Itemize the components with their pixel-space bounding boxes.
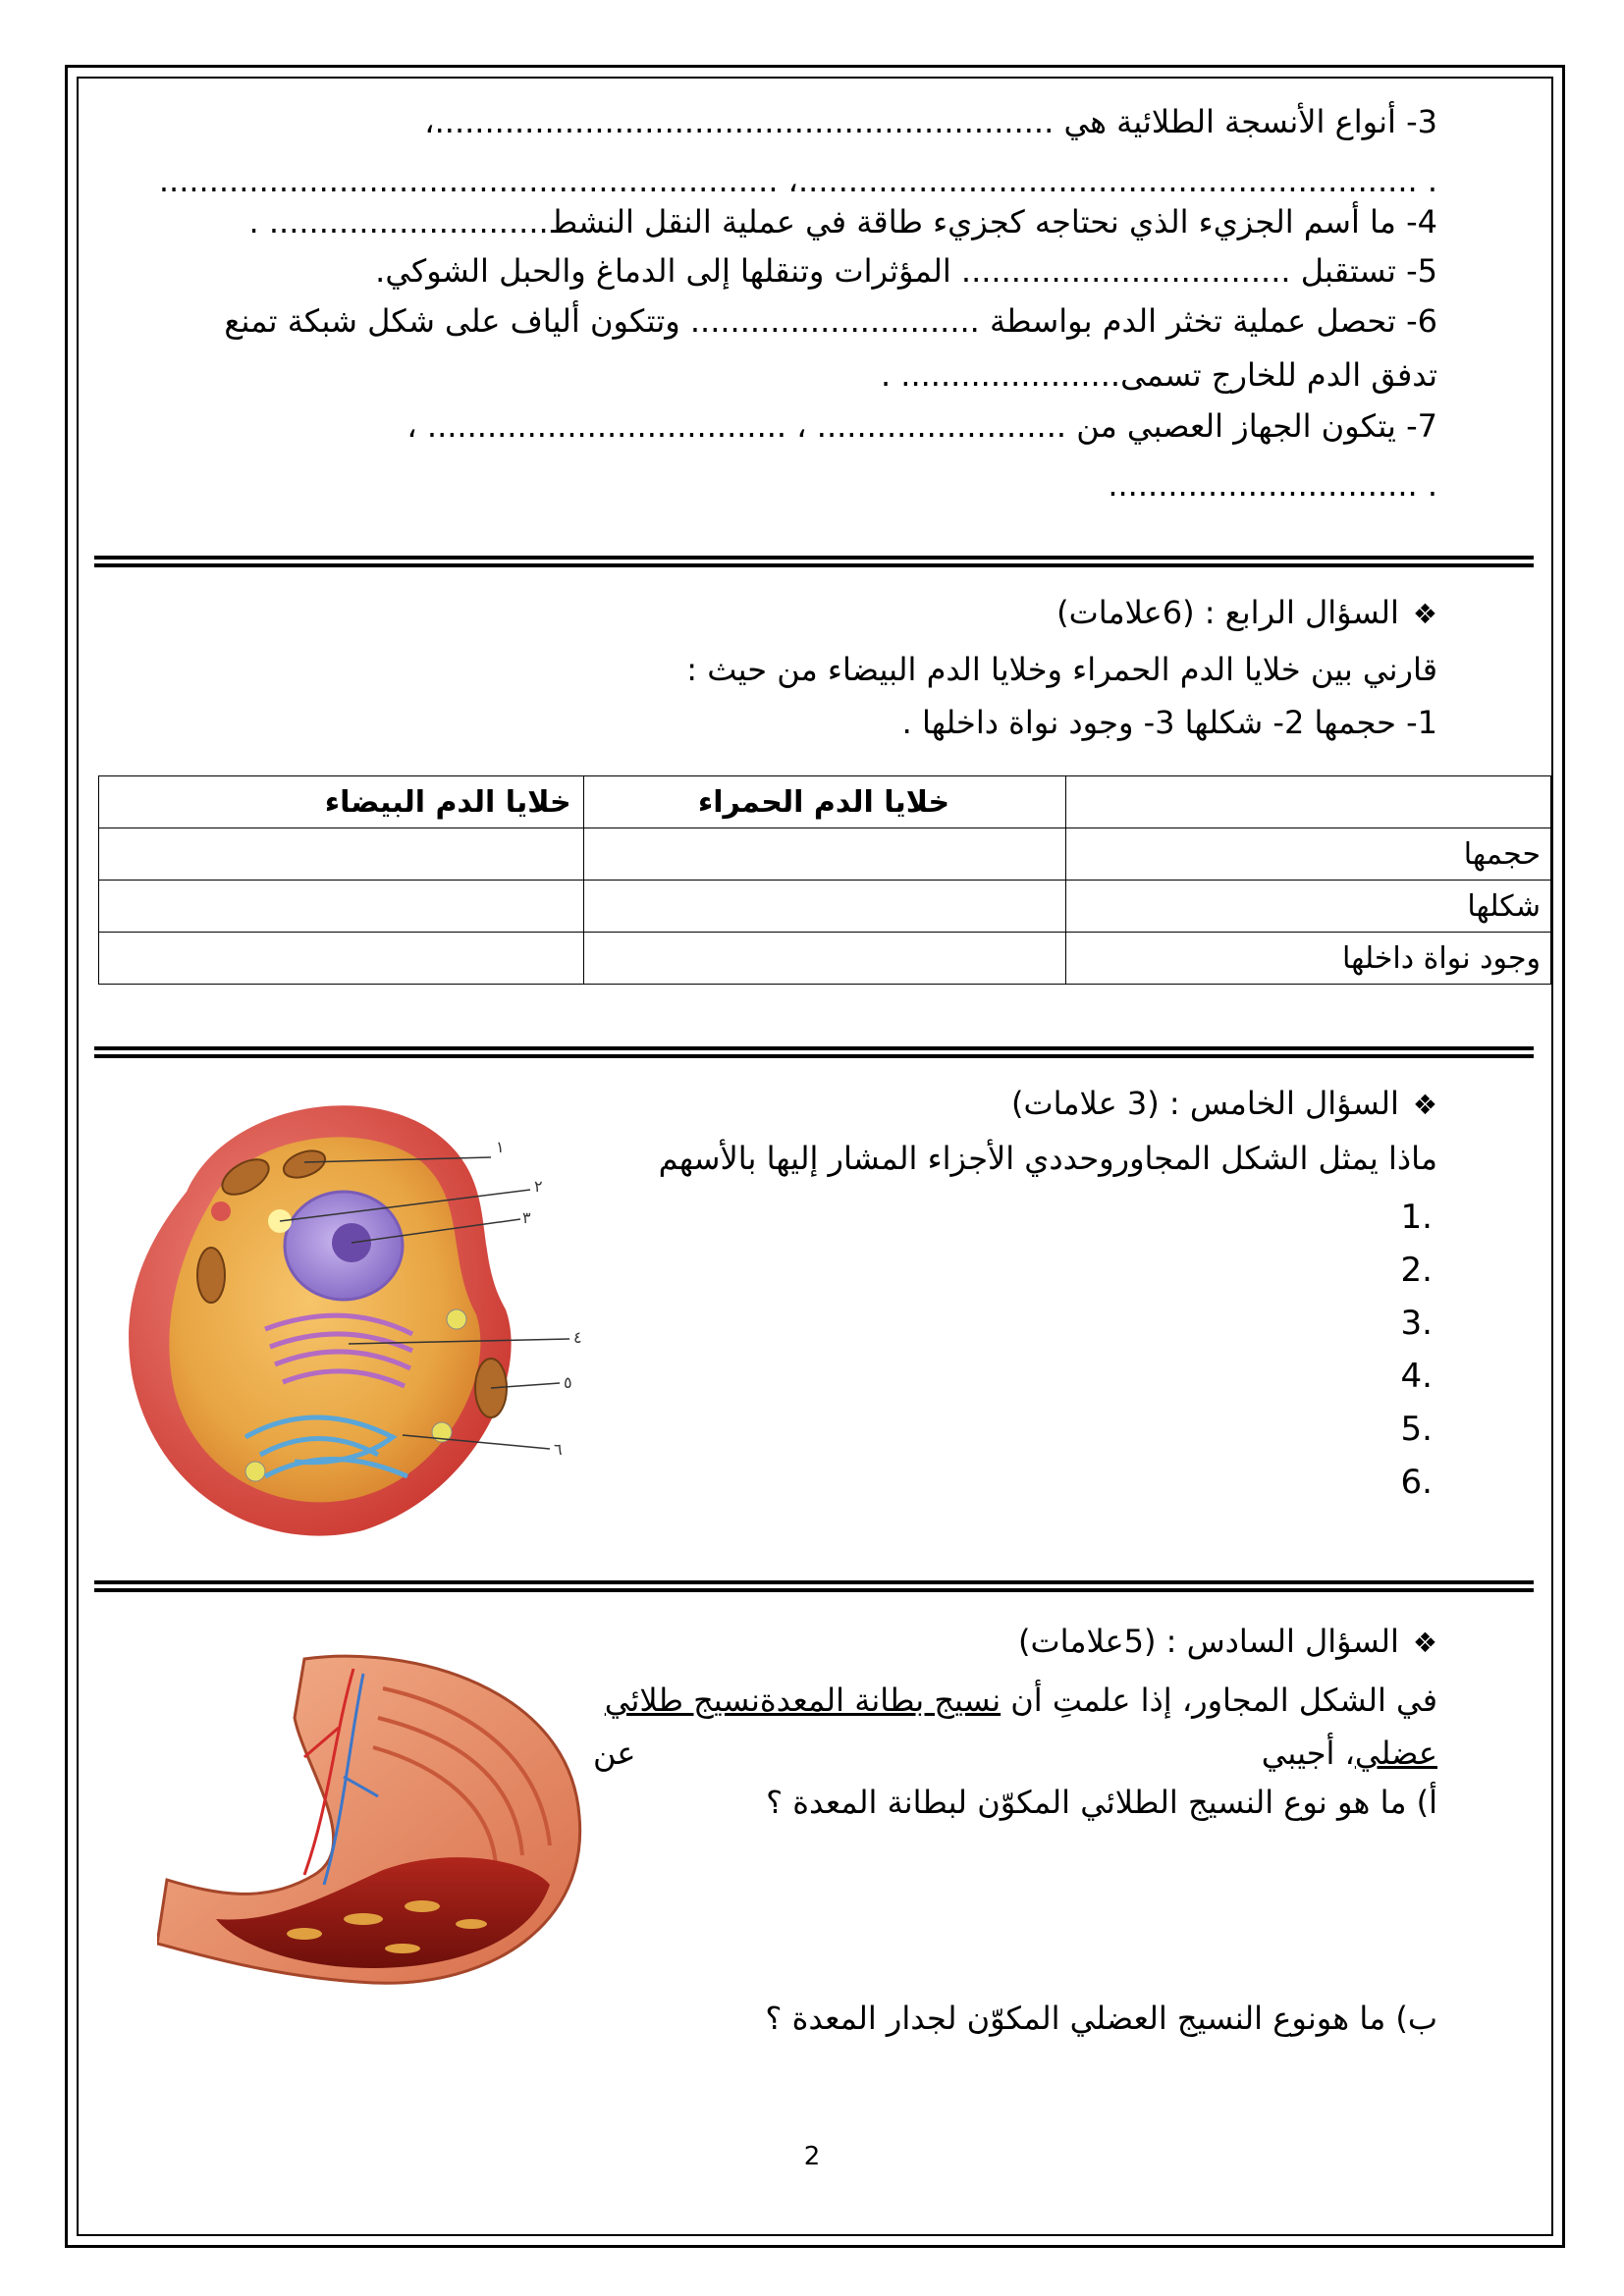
label-5: ٥ — [564, 1373, 572, 1392]
label-1: ١ — [496, 1138, 505, 1156]
q6-stem-text: في الشكل المجاور، إذا علمتِ أن — [1001, 1682, 1437, 1719]
q6-stem-line-2 — [1262, 1734, 1437, 1773]
table-row — [99, 881, 1551, 933]
q4-instruction: قارني بين خلايا الدم الحمراء وخلايا الدم البيضاء من حيث : — [686, 651, 1437, 688]
q4-title: السؤال الرابع : — [1204, 594, 1399, 631]
q6-heading — [1018, 1622, 1437, 1663]
row-label-shape: شكلها — [1066, 881, 1551, 933]
bullet-icon: ❖ — [1412, 1627, 1437, 1659]
q3-item-7-cont: . ............................... — [1108, 466, 1437, 504]
q6-stem-an: عن — [593, 1735, 636, 1772]
q5-title: السؤال الخامس : — [1168, 1085, 1399, 1122]
q6-title: السؤال السادس : — [1165, 1623, 1399, 1660]
animal-cell-diagram — [118, 1084, 609, 1545]
stomach-diagram — [157, 1649, 589, 1993]
table-header-row — [99, 776, 1551, 828]
table-row — [99, 933, 1551, 985]
q3-item-4: 4- ما أسم الجزيء الذي نحتاجه كجزيء طاقة في عملية النقل النشط............................ . — [248, 203, 1437, 240]
answer-number: 4. — [1400, 1357, 1433, 1396]
q3-item-6-cont: تدفق الدم للخارج تسمى...................... . — [880, 356, 1437, 394]
row-label-nucleus: وجود نواة داخلها — [1066, 933, 1551, 985]
answer-number: 5. — [1400, 1410, 1433, 1449]
table-header-blank — [1066, 776, 1551, 828]
label-6: ٦ — [554, 1440, 563, 1459]
q6-marks: (5علامات) — [1017, 1623, 1157, 1660]
answer-cell[interactable] — [583, 933, 1066, 985]
q6-stem-answer: ، أجيبي — [1261, 1735, 1355, 1772]
answer-number: 3. — [1400, 1304, 1433, 1343]
q6-underlined-muscle: عضلي — [1354, 1735, 1437, 1772]
answer-number: 6. — [1400, 1463, 1433, 1502]
table-row — [99, 828, 1551, 881]
q6-question-a: أ) ما هو نوع النسيج الطلائي المكوّن لبطانة المعدة ؟ — [766, 1784, 1437, 1821]
label-3: ٣ — [522, 1208, 531, 1227]
table-header-white: خلايا الدم البيضاء — [99, 776, 584, 828]
q5-marks: (3 علامات) — [1011, 1085, 1160, 1122]
diagram-labels — [496, 1138, 582, 1459]
answer-cell[interactable] — [99, 933, 584, 985]
q3-item-3-cont: . ..............................................................، .............................................................. — [158, 162, 1437, 199]
q4-marks: (6علامات) — [1056, 594, 1195, 631]
label-4: ٤ — [573, 1328, 582, 1347]
comparison-table — [98, 775, 1551, 985]
q6-question-b: ب) ما هونوع النسيج العضلي المكوّن لجدار المعدة ؟ — [765, 2000, 1437, 2037]
q3-item-5: 5- تستقبل ................................. المؤثرات وتنقلها إلى الدماغ والحبل الشوكي. — [375, 252, 1437, 290]
page-number: 2 — [803, 2142, 821, 2171]
q5-instruction: ماذا يمثل الشكل المجاوروحددي الأجزاء المشار إليها بالأسهم — [658, 1140, 1437, 1177]
bullet-icon: ❖ — [1412, 1089, 1437, 1121]
q4-heading — [1056, 593, 1437, 634]
answer-number: 2. — [1400, 1251, 1433, 1290]
answer-cell[interactable] — [99, 881, 584, 933]
answer-cell[interactable] — [583, 828, 1066, 881]
section-divider — [94, 1046, 1534, 1058]
q6-stem-line-1 — [605, 1681, 1437, 1720]
q3-item-6: 6- تحصل عملية تخثر الدم بواسطة ............................. وتتكون ألياف على شكل شبكة تمنع — [224, 302, 1437, 340]
answer-number: 1. — [1400, 1198, 1433, 1237]
q4-criteria: 1- حجمها 2- شكلها 3- وجود نواة داخلها . — [901, 704, 1437, 741]
row-label-size: حجمها — [1066, 828, 1551, 881]
section-divider — [94, 556, 1534, 567]
bullet-icon: ❖ — [1412, 598, 1437, 630]
q5-heading — [1011, 1084, 1437, 1125]
label-2: ٢ — [534, 1177, 543, 1196]
table-header-red: خلايا الدم الحمراء — [583, 776, 1066, 828]
answer-cell[interactable] — [99, 828, 584, 881]
q3-item-7: 7- يتكون الجهاز العصبي من ......................... ، .................................... ، — [406, 407, 1437, 445]
q6-underlined-text: نسيج بطانة المعدةنسيج طلائي — [604, 1682, 1001, 1719]
answer-cell[interactable] — [583, 881, 1066, 933]
q3-item-3: 3- أنواع الأنسجة الطلائية هي ..............................................................، — [424, 103, 1437, 140]
section-divider — [94, 1580, 1534, 1592]
